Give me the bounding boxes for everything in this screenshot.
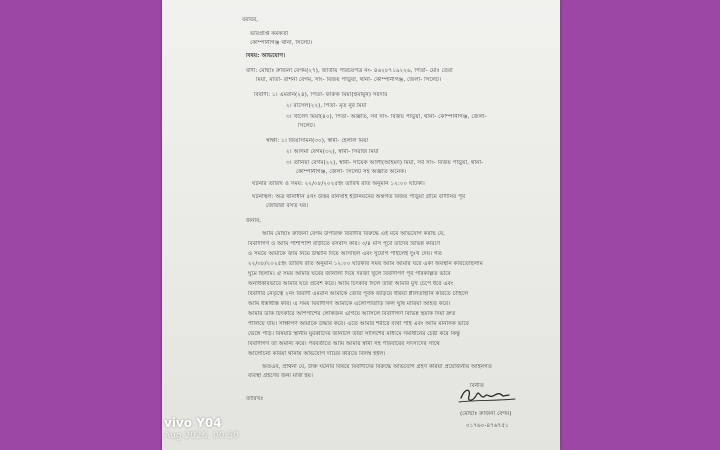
accused-line-4: সিলেট।	[298, 123, 315, 129]
signer-phone: ০১৭৬০-৪৭৬৭৫১	[466, 423, 509, 429]
witness-line-2: ২। আসমা বেগম(৩২), স্বামী- সিরাজ মিয়া	[286, 149, 379, 155]
witness-line-1: স্বাক্ষী: ১। জিয়াসমিন(৩০), স্বামী- হেলাল মিয়া	[266, 138, 369, 144]
complainant-line-1: বাদী: মোছাঃ রুজিনা বেগম(২৭), জাতীয় পরিচয়পত্র নং- ৪৬২৮৭১৯২২৬, পিতা- মোঃ তেরা	[246, 68, 453, 74]
request-line-2: ব্যবস্থা গ্রহণের জন্য মর্জি হয়।	[248, 373, 313, 379]
camera-timestamp: Aug 2026, 00:50	[164, 431, 239, 441]
incident-place-line-1: ঘটনাস্থল: অত্র থানাধীন ৫নং উত্তর রনিখাই ইউনিয়নের অন্তর্গত বিজয় পাড়ুয়া গ্রামে বাদীনির পূর্ব	[252, 194, 466, 200]
date-label: তারিখঃ	[246, 396, 264, 402]
accused-line-1: বিবাদী: ১। এমরান(২৪), পিতা- ফারুক মিয়া(হুমায়ুন) সরদার	[254, 92, 388, 98]
camera-device-watermark: vivo Y04	[164, 416, 222, 430]
signer-name: (মোছাঃ রুজিনা বেগম)	[460, 411, 512, 417]
closing-text: বিনীত	[470, 383, 484, 389]
body-line-2: বিবাদীগণ ও আমি পাশাপাশি বাড়ীতে বসবাস করি। ৩/৪ মাস পূর্বে তাদের বিভিন্ন কারণে	[248, 241, 441, 247]
body-line-11: ভেঙ্গে পড়ি। বিষয়টি স্থানীয় মুরব্বীদের জানালে তারা সালিশের মাধ্যমে সমাধানের চেষ্টা করে কিন্তু	[248, 331, 461, 337]
witness-line-3: ৩। তানিয়া বেগম(২২), স্বামী- সায়েক আলী(আহমদ) মিয়া, সর্ব সাং- বিজয় পাড়ুয়া, থানা-	[286, 160, 484, 166]
body-line-7: বিবাদীর নেতৃত্বে ২নং বিবাদী এমরান আমাকে জোর পূর্বক জড়িয়ে ধরিয়া শ্লীলতাহানি করিতে চাহিলে	[248, 291, 469, 297]
body-line-3: ও সময়ে আমাকে জমি নিয়ে উস্কানি দিয়ে আসছিল এবং সুযোগ পাইলেই দুঃখ দেয়। গত	[248, 251, 442, 257]
complaint-letter	[162, 0, 560, 450]
incident-datetime: ঘটনার তারিখ ও সময়: ২২/০৮/২০২৫ইং তারিখ রাত অনুমান ১২:০০ ঘটিকা।	[252, 181, 425, 187]
recipient-line-2: ভারপ্রাপ্ত কর্মকর্তা	[250, 31, 289, 37]
complainant-line-2: মিয়া, মাতা- রাশনা বেগম, সাং- বিজয় পাড়ুয়া, থানা- কোম্পানীগঞ্জ, জেলা- সিলেট।	[256, 77, 442, 83]
body-line-9: আমার ডাক চিৎকারে আশপাশের লোকজন এগিয়ে আসিলে বিবাদীগণ বিভিন্ন হুমকি দিয়া দ্রুত	[248, 311, 456, 317]
accused-line-3: ৩। খালেদ মিয়া(৪০), পিতা- অজ্ঞাত, সর্ব সাং- বিজয় পাড়ুয়া, থানা- কোম্পানীগঞ্জ, জেলা-	[286, 114, 487, 120]
body-line-1: আমি মোছাঃ রুজিনা বেগম উপরিক্ত বিবাদীর বিরুদ্ধে এই মর্মে অভিযোগ করছি যে,	[262, 231, 445, 237]
body-line-13: আলোচনা করিয়া থানায় অভিযোগ দায়ের করিতে বিলম্ব হইল।	[248, 351, 386, 357]
handwritten-signature	[455, 384, 523, 406]
body-line-4: ২২/০৮/২০২৫ইং তারিখ রাত অনুমান ১২:০০ ঘটিকার সময় আমি আমার ঘরে একা অবস্থান করিতেছিলাম	[248, 261, 483, 267]
body-line-10: পালিয়ে যায়। সাক্ষীগণ আমাকে উদ্ধার করে। এতে আমার শরীরে ব্যথা পাই এবং আমি মানসিক ভাবে	[248, 321, 469, 327]
incident-place-line-2: জোয়ারা বসত ঘর।	[266, 203, 309, 209]
subject-line: বিষয়: অভিযোগ।	[246, 53, 286, 59]
body-line-6: অনধিকারভাবে আমার ঘরে প্রবেশ করে। আমি চিৎকার দিলে তারা আমার মুখ চেপে ধরে এবং	[248, 281, 454, 287]
body-line-12: বিবাদীগণ তা অমান্য করে। পরবর্তীতে আমি আমার স্বামী সহ পরিবারের সদস্যদের সাথে	[248, 341, 440, 347]
body-line-5: ঘুমে ছিলাম। ঐ সময় আমার ঘরের জানালা দিয়ে দরজা খুলে বিবাদীগণ পূর্ব পরিকল্পিত ভাবে	[248, 271, 451, 277]
recipient-line-3: কোম্পানীগঞ্জ থানা, সিলেট।	[250, 40, 313, 46]
accused-line-2: ২। রাসেল(২২), পিতা- মৃত নুর মিয়া	[286, 103, 367, 109]
request-line-1: অতএব, প্রার্থনা যে, উক্ত ঘটনার বিষয়ে বিবাদীদের বিরুদ্ধে অভিযোগ গ্রহণ করিয়া প্রয়োজনীয় আইনগত	[262, 364, 493, 370]
body-line-8: আমি ধস্তাধস্তি করি। এ সময় বিবাদীগণ আমাকে এলোপাতাড়ি কিল ঘুষি মারিয়া আহত করে।	[248, 301, 451, 307]
salutation: জনাব,	[246, 218, 262, 224]
witness-line-4: কোম্পানীগঞ্জ, জেলা- সিলেট সহ অজ্ঞাত অনেক।	[296, 169, 407, 175]
recipient-line-1: বরাবর,	[242, 17, 259, 23]
